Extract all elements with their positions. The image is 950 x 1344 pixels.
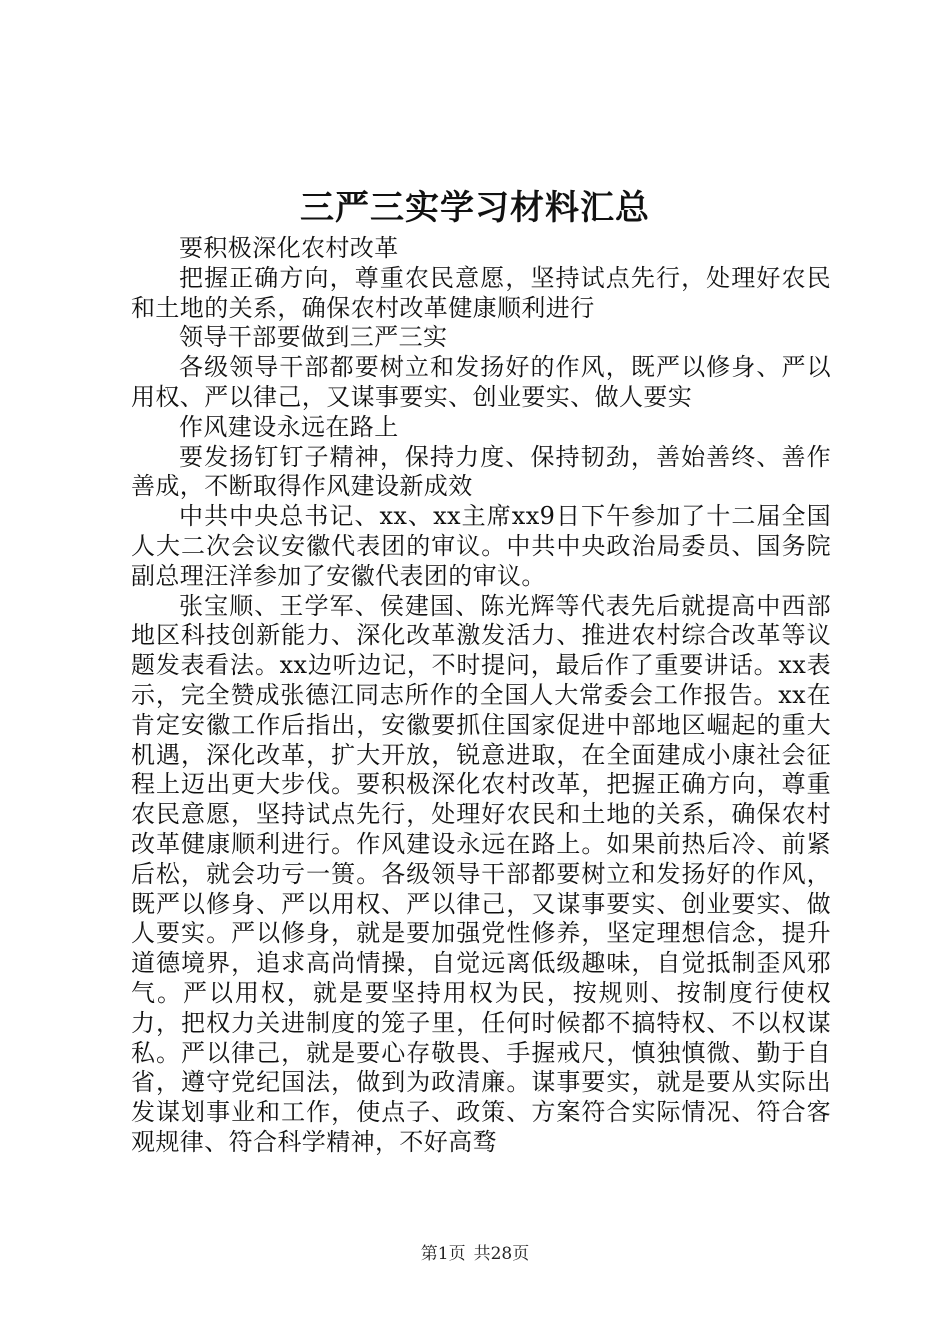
paragraph: 领导干部要做到三严三实 <box>179 323 448 352</box>
document-body <box>131 234 831 1158</box>
paragraph: 中共中央总书记、xx、xx主席xx9日下午参加了十二届全国人大二次会议安徽代表团的审议。中共中央政治局委员、国务院副总理汪洋参加了安徽代表团的审议。 <box>131 502 831 590</box>
paragraph: 各级领导干部都要树立和发扬好的作风，既严以修身、严以用权、严以律己，又谋事要实、创业要实、做人要实 <box>131 353 831 411</box>
page-total: 共28页 <box>473 1244 530 1264</box>
page-footer <box>0 1242 950 1266</box>
paragraph: 作风建设永远在路上 <box>179 412 399 441</box>
paragraph: 要发扬钉钉子精神，保持力度、保持韧劲，善始善终、善作善成，不断取得作风建设新成效 <box>131 442 831 501</box>
paragraph: 张宝顺、王学军、侯建国、陈光辉等代表先后就提高中西部地区科技创新能力、深化改革激发活力、推进农村综合改革等议题发表看法。xx边听边记，不时提问，最后作了重要讲话。xx表示，完全赞成张德江同志所作的全国人大常委会工作报告。xx在肯定安徽工作后指出，安徽要抓住国家促进中部地区崛起的重大机遇，深化改革，扩大开放，锐意进取，在全面建成小康社会征程上迈出更大步伐。要积极深化农村改革，把握正确方向，尊重农民意愿，坚持试点先行，处理好农民和土地的关系，确保农村改革健康顺利进行。作风建设永远在路上。如果前热后冷、前紧后松，就会功亏一篑。各级领导干部都要树立和发扬好的作风，既严以修身、严以用权、严以律己，又谋事要实、创业要实、做人要实。严以修身，就是要加强党性修养，坚定理想信念，提升道德境界，追求高尚情操，自觉远离低级趣味，自觉抵制歪风邪气。严以用权，就是要坚持用权为民，按规则、按制度行使权力，把权力关进制度的笼子里，任何时候都不搞特权、不以权谋私。严以律己，就是要心存敬畏、手握戒尺，慎独慎微、勤于自省，遵守党纪国法，做到为政清廉。谋事要实，就是要从实际出发谋划事业和工作，使点子、政策、方案符合实际情况、符合客观规律、符合科学精神，不好高骛 <box>131 591 831 1156</box>
paragraph: 把握正确方向，尊重农民意愿，坚持试点先行，处理好农民和土地的关系，确保农村改革健康顺利进行 <box>131 263 831 322</box>
page-number: 第1页 <box>420 1244 466 1264</box>
document-title: 三严三实学习材料汇总 <box>300 188 650 228</box>
paragraph: 要积极深化农村改革 <box>179 234 399 262</box>
